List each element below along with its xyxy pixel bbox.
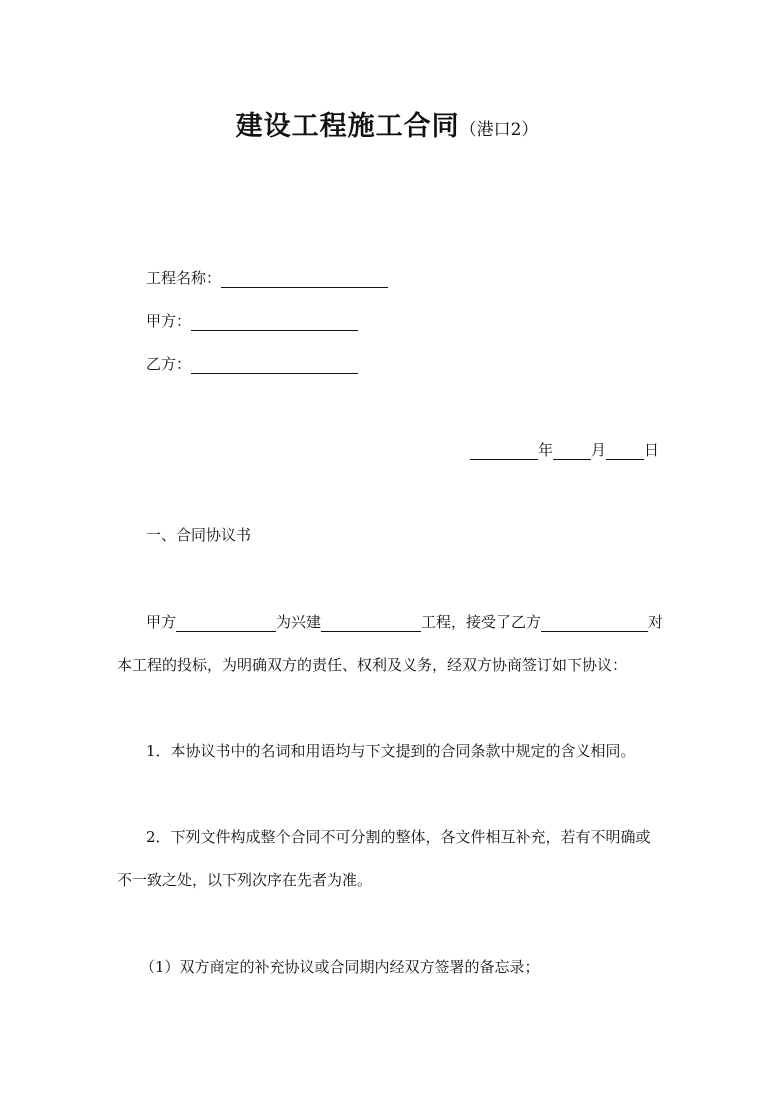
party-b-fill-blank — [541, 615, 648, 632]
clause-2-line-2: 不一致之处，以下列次序在先者为准。 — [117, 871, 373, 889]
project-name-row — [146, 267, 388, 288]
clause-2-line-1: 2．下列文件构成整个合同不可分割的整体，各文件相互补充，若有不明确或 — [146, 828, 651, 846]
party-b-row — [146, 353, 358, 374]
project-name-blank — [221, 271, 388, 288]
party-a-label: 甲方： — [146, 312, 192, 330]
section-heading: 一、合同协议书 — [146, 526, 252, 544]
day-label: 日 — [643, 441, 659, 459]
project-fill-blank — [321, 615, 421, 632]
document-title — [0, 104, 774, 143]
date-row — [470, 439, 659, 460]
year-label: 年 — [537, 441, 553, 459]
clause-1: 1．本协议书中的名词和用语均与下文提到的合同条款中规定的含义相同。 — [146, 742, 636, 760]
intro-project: 工程，接受了乙方 — [421, 613, 542, 631]
title-suffix: （港口2） — [459, 120, 539, 140]
intro-line-1 — [146, 611, 663, 632]
party-a-row — [146, 310, 358, 331]
party-b-blank — [191, 357, 358, 374]
intro-build: 为兴建 — [276, 613, 322, 631]
project-name-label: 工程名称： — [146, 269, 222, 287]
intro-to: 对 — [648, 613, 664, 631]
year-blank — [470, 443, 538, 460]
intro-line-2: 本工程的投标，为明确双方的责任、权利及义务，经双方协商签订如下协议： — [117, 656, 628, 674]
day-blank — [606, 443, 644, 460]
party-a-blank — [191, 314, 358, 331]
intro-party-a: 甲方 — [146, 613, 177, 631]
party-b-label: 乙方： — [146, 355, 192, 373]
item-1: （1）双方商定的补充协议或合同期内经双方签署的备忘录； — [140, 958, 540, 976]
party-a-fill-blank — [176, 615, 276, 632]
title-main: 建设工程施工合同 — [235, 111, 460, 142]
month-label: 月 — [590, 441, 606, 459]
month-blank — [553, 443, 591, 460]
